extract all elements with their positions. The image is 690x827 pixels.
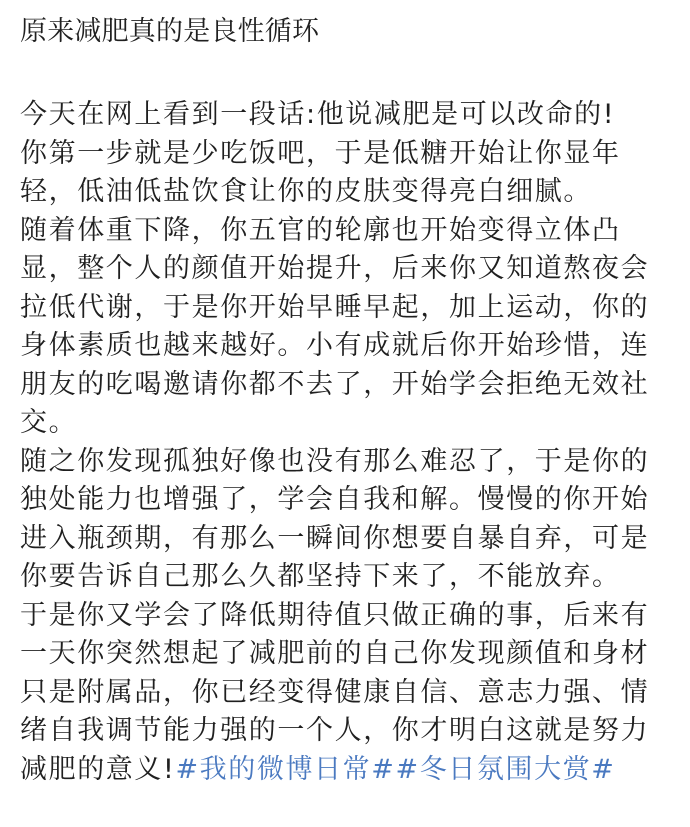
- hashtag-link[interactable]: #冬日氛围大赏#: [395, 753, 616, 785]
- body-line: 独处能力也增强了，学会自我和解。慢慢的你开始: [20, 484, 650, 515]
- body-line: 随之你发现孤独好像也没有那么难忍了，于是你的: [20, 445, 650, 477]
- body-line: 于是你又学会了降低期待值只做正确的事，后来有: [20, 599, 650, 631]
- body-line: 身体素质也越来越好。小有成就后你开始珍惜，连: [20, 330, 650, 361]
- post-body: [20, 96, 670, 789]
- body-line: 你要告诉自己那么久都坚持下来了，不能放弃。: [20, 561, 621, 592]
- body-line: 一天你突然想起了减肥前的自己你发现颜值和身材: [20, 638, 650, 669]
- body-line: 轻，低油低盐饮食让你的皮肤变得亮白细腻。: [20, 176, 592, 207]
- body-line: 随着体重下降，你五官的轮廓也开始变得立体凸: [20, 214, 621, 246]
- body-line: 拉低代谢，于是你开始早睡早起，加上运动，你的: [20, 291, 650, 323]
- body-line-last: [20, 751, 670, 790]
- body-line: 你第一步就是少吃饭吧，于是低糖开始让你显年: [20, 137, 621, 169]
- body-line: 进入瓶颈期，有那么一瞬间你想要自暴自弃，可是: [20, 522, 650, 554]
- body-line: 显，整个人的颜值开始提升，后来你又知道熬夜会: [20, 253, 650, 284]
- body-line: 交。: [20, 407, 78, 438]
- paragraph-gap: [20, 56, 670, 96]
- post-title: 原来减肥真的是良性循环: [20, 16, 320, 47]
- body-last-text: 减肥的意义!: [20, 753, 176, 785]
- body-line: 只是附属品，你已经变得健康自信、意志力强、情: [20, 676, 650, 708]
- hashtag-link[interactable]: #我的微博日常#: [175, 753, 396, 785]
- body-line: 朋友的吃喝邀请你都不去了，开始学会拒绝无效社: [20, 368, 650, 400]
- body-line: 今天在网上看到一段话:他说减肥是可以改命的!: [20, 99, 616, 130]
- body-line: 绪自我调节能力强的一个人，你才明白这就是努力: [20, 715, 650, 746]
